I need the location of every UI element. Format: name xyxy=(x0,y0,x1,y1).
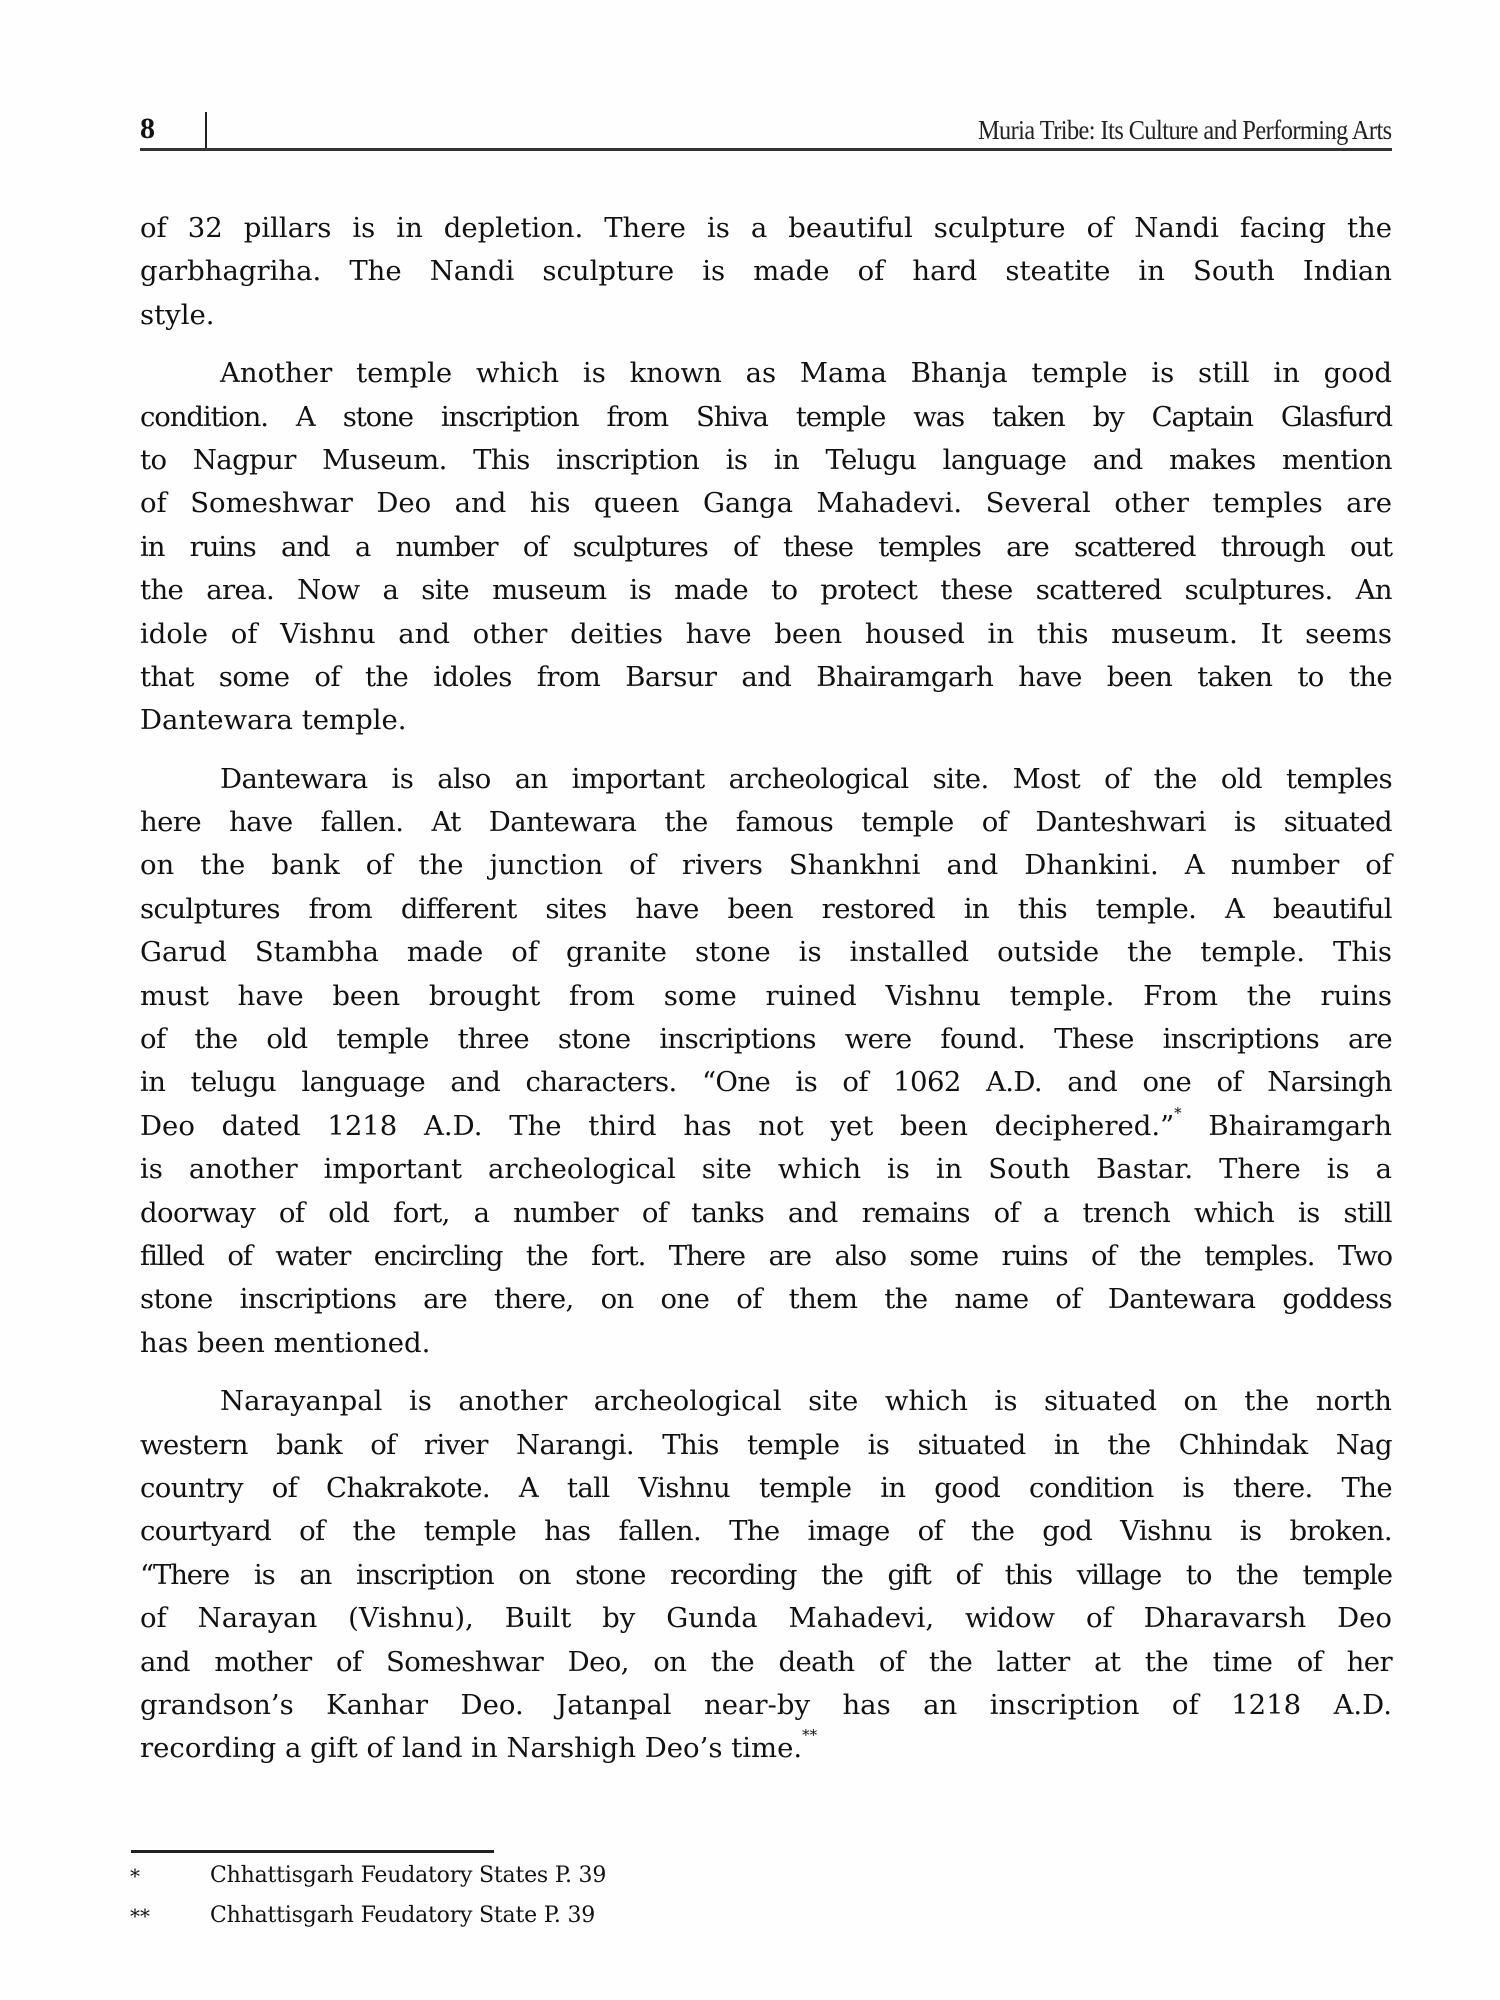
text-line: of 32 pillars is in depletion. There is a beautiful sculpture of Nandi facing the xyxy=(140,212,1392,244)
text-line: courtyard of the temple has fallen. The image of the god Vishnu is broken. xyxy=(140,1515,1392,1548)
paragraph-3 xyxy=(140,758,1392,1365)
text-line: is another important archeological site which is in South Bastar. There is a xyxy=(140,1153,1392,1186)
text-line: Dantewara temple. xyxy=(140,704,407,737)
text-line: in telugu language and characters. “One is of 1062 A.D. and one of Narsingh xyxy=(140,1066,1392,1099)
footnote-rule xyxy=(131,1850,494,1853)
header-rule xyxy=(140,148,1392,151)
text-line: Garud Stambha made of granite stone is installed outside the temple. This xyxy=(140,936,1392,969)
text-line: stone inscriptions are there, on one of them the name of Dantewara goddess xyxy=(140,1283,1392,1316)
text-line: in ruins and a number of sculptures of these temples are scattered through out xyxy=(140,530,1392,563)
running-title: Muria Tribe: Its Culture and Performing Arts xyxy=(978,115,1392,145)
footnote-marker: * xyxy=(130,1864,140,1888)
text-line: of Someshwar Deo and his queen Ganga Mahadevi. Several other temples are xyxy=(140,487,1392,520)
footnote-ref-1[interactable]: * xyxy=(1174,1103,1182,1122)
text-line: sculptures from different sites have been restored in this temple. A beautiful xyxy=(140,892,1392,925)
text-line: must have been brought from some ruined Vishnu temple. From the ruins xyxy=(140,979,1392,1012)
footnote-marker: ** xyxy=(130,1904,150,1928)
text-line: Another temple which is known as Mama Bhanja temple is still in good xyxy=(220,357,1392,390)
text-line: here have fallen. At Dantewara the famous temple of Danteshwari is situated xyxy=(140,806,1392,839)
text-line: style. xyxy=(140,298,215,331)
paragraph-2 xyxy=(140,352,1392,743)
paragraph-1 xyxy=(140,207,1392,337)
text-line: the area. Now a site museum is made to protect these scattered sculptures. An xyxy=(140,574,1392,607)
text-line: “There is an inscription on stone recording the gift of this village to the temple xyxy=(140,1558,1392,1591)
text-line: garbhagriha. The Nandi sculpture is made of hard steatite in South Indian xyxy=(140,255,1392,288)
text-line: idole of Vishnu and other deities have been housed in this museum. It seems xyxy=(140,617,1392,650)
paragraph-4 xyxy=(140,1380,1392,1771)
footnote-text: Chhattisgarh Feudatory State P. 39 xyxy=(210,1903,596,1928)
text-line: and mother of Someshwar Deo, on the death of the latter at the time of her xyxy=(140,1645,1392,1678)
page-number: 8 xyxy=(140,112,155,145)
footnote-2 xyxy=(130,1898,930,1938)
header-divider-bar xyxy=(205,112,207,150)
text-line-with-footnote xyxy=(140,1105,1392,1148)
text-line: that some of the idoles from Barsur and Bhairamgarh have been taken to the xyxy=(140,660,1392,693)
text-segment: recording a gift of land in Narshigh Deo’s time. xyxy=(140,1732,803,1765)
footnote-ref-2[interactable]: ** xyxy=(802,1726,818,1745)
text-line: of the old temple three stone inscriptions were found. These inscriptions are xyxy=(140,1023,1392,1056)
text-line: has been mentioned. xyxy=(140,1326,431,1359)
footnotes xyxy=(130,1858,930,1938)
text-line: doorway of old fort, a number of tanks and remains of a trench which is still xyxy=(140,1196,1392,1229)
text-segment: Bhairamgarh xyxy=(1181,1109,1392,1142)
footnote-text: Chhattisgarh Feudatory States P. 39 xyxy=(210,1863,607,1888)
body-text xyxy=(140,207,1392,1786)
running-header xyxy=(140,108,1392,152)
text-line: condition. A stone inscription from Shiva temple was taken by Captain Glasfurd xyxy=(140,400,1392,433)
text-line: Narayanpal is another archeological site which is situated on the north xyxy=(220,1385,1392,1418)
text-line: western bank of river Narangi. This temple is situated in the Chhindak Nag xyxy=(140,1428,1392,1461)
text-line: Dantewara is also an important archeological site. Most of the old temples xyxy=(220,762,1392,795)
text-line: of Narayan (Vishnu), Built by Gunda Mahadevi, widow of Dharavarsh Deo xyxy=(140,1602,1392,1635)
text-line: filled of water encircling the fort. There are also some ruins of the temples. Two xyxy=(140,1239,1392,1272)
text-line: grandson’s Kanhar Deo. Jatanpal near-by has an inscription of 1218 A.D. xyxy=(140,1688,1392,1721)
text-line: on the bank of the junction of rivers Shankhni and Dhankini. A number of xyxy=(140,849,1392,882)
text-line: to Nagpur Museum. This inscription is in Telugu language and makes mention xyxy=(140,443,1392,476)
text-segment: Deo dated 1218 A.D. The third has not yet been deciphered.” xyxy=(140,1109,1175,1142)
text-line-with-footnote xyxy=(140,1727,1392,1770)
text-line: country of Chakrakote. A tall Vishnu temple in good condition is there. The xyxy=(140,1471,1392,1504)
footnote-1 xyxy=(130,1858,930,1898)
